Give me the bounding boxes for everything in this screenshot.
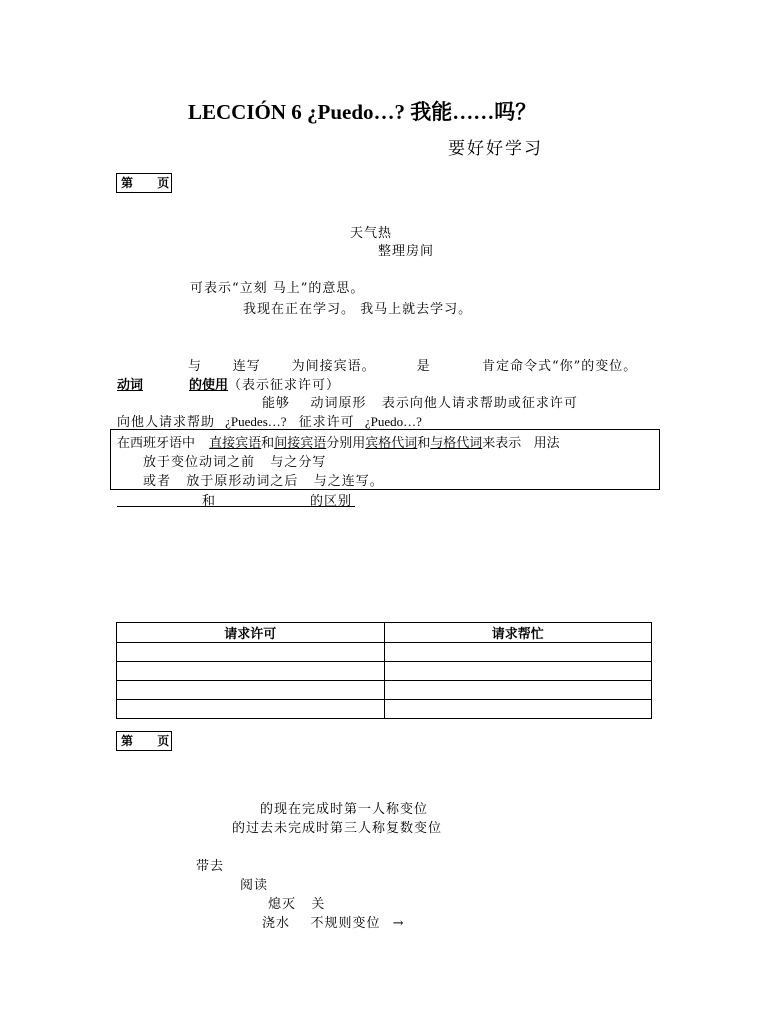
note-immediately: 可表示“立刻 马上”的意思。 xyxy=(190,281,365,296)
table-cell xyxy=(384,643,652,662)
tense-present-perfect: 的现在完成时第一人称变位 xyxy=(260,802,429,817)
table-cell xyxy=(117,700,385,719)
table-cell xyxy=(117,662,385,681)
vocab-read: 阅读 xyxy=(240,878,269,893)
pronoun-box-accusative: 宾格代词 xyxy=(365,436,418,451)
table-row xyxy=(117,643,652,662)
note-example: 我现在正在学习。 我马上就去学习。 xyxy=(243,302,473,317)
table-row xyxy=(117,662,652,681)
page-label-box xyxy=(116,173,172,193)
table-header-help: 请求帮忙 xyxy=(384,623,652,643)
difference-label: 的区别 xyxy=(310,494,353,509)
pronoun-box-respectively: 分别用 xyxy=(326,436,366,451)
vocab-tidy-room: 整理房间 xyxy=(378,244,435,259)
pronoun-box-in-spanish: 在西班牙语中 xyxy=(117,436,196,451)
pronoun-box-direct-object: 直接宾语 xyxy=(209,436,262,451)
pronoun-box-indirect-object: 间接宾语 xyxy=(274,436,327,451)
page-label-box-2 xyxy=(116,731,172,751)
table-header-permission: 请求许可 xyxy=(117,623,385,643)
page-label-first-2: 第 xyxy=(121,734,134,748)
vocab-hot-weather: 天气热 xyxy=(350,226,393,241)
pronoun-box-and2: 和 xyxy=(417,436,431,451)
verb-usage-heading xyxy=(117,374,340,393)
verb-usage-heading-usage: 的使用 xyxy=(189,378,229,393)
grammar-indirect-object: 与 连写 为间接宾语。 是 肯定命令式“你”的变位。 xyxy=(188,359,638,374)
pronoun-box-line3: 或者 放于原形动词之后 与之连写。 xyxy=(143,474,384,489)
page-label-first: 第 xyxy=(121,176,134,190)
verb-usage-request-help: 向他人请求帮助 xyxy=(117,415,216,430)
vocab-water-line xyxy=(262,912,404,931)
request-table xyxy=(116,622,652,719)
table-cell xyxy=(384,700,652,719)
pronoun-box-line2: 放于变位动词之前 与之分写 xyxy=(143,455,327,470)
vocab-turn-off: 熄灭 关 xyxy=(268,897,326,912)
page-label-page-2: 页 xyxy=(157,734,170,748)
table-cell xyxy=(117,643,385,662)
table-cell xyxy=(117,681,385,700)
verb-usage-request-permission: 征求许可 xyxy=(298,415,355,430)
verb-usage-puedo: ¿Puedo…? xyxy=(364,414,422,429)
verb-usage-heading-verb: 动词 xyxy=(117,378,144,393)
verb-usage-line3 xyxy=(117,411,422,430)
vocab-take: 带去 xyxy=(196,859,225,874)
table-header-row xyxy=(117,623,652,643)
pronoun-box-usage: 来表示 用法 xyxy=(482,436,560,451)
vocab-water: 浇水 不规则变位 xyxy=(262,916,381,931)
verb-usage-line2: 能够 动词原形 表示向他人请求帮助或征求许可 xyxy=(262,396,578,411)
verb-usage-puedes: ¿Puedes…? xyxy=(225,414,287,429)
table-cell xyxy=(384,681,652,700)
page-label-page: 页 xyxy=(157,176,170,190)
page-subtitle: 要好好学习 xyxy=(448,139,543,159)
pronoun-box-and1: 和 xyxy=(261,436,275,451)
page-title: LECCIÓN 6 ¿Puedo…? 我能……吗？ xyxy=(188,100,537,124)
table-row xyxy=(117,700,652,719)
table-cell xyxy=(384,662,652,681)
verb-usage-heading-note: （表示征求许可） xyxy=(228,378,341,393)
tense-imperfect: 的过去未完成时第三人称复数变位 xyxy=(232,821,443,836)
table-row xyxy=(117,681,652,700)
arrow-right-icon: → xyxy=(392,916,404,931)
pronoun-box-line1 xyxy=(117,432,560,451)
pronoun-box-dative: 与格代词 xyxy=(430,436,483,451)
difference-and: 和 xyxy=(202,494,216,509)
